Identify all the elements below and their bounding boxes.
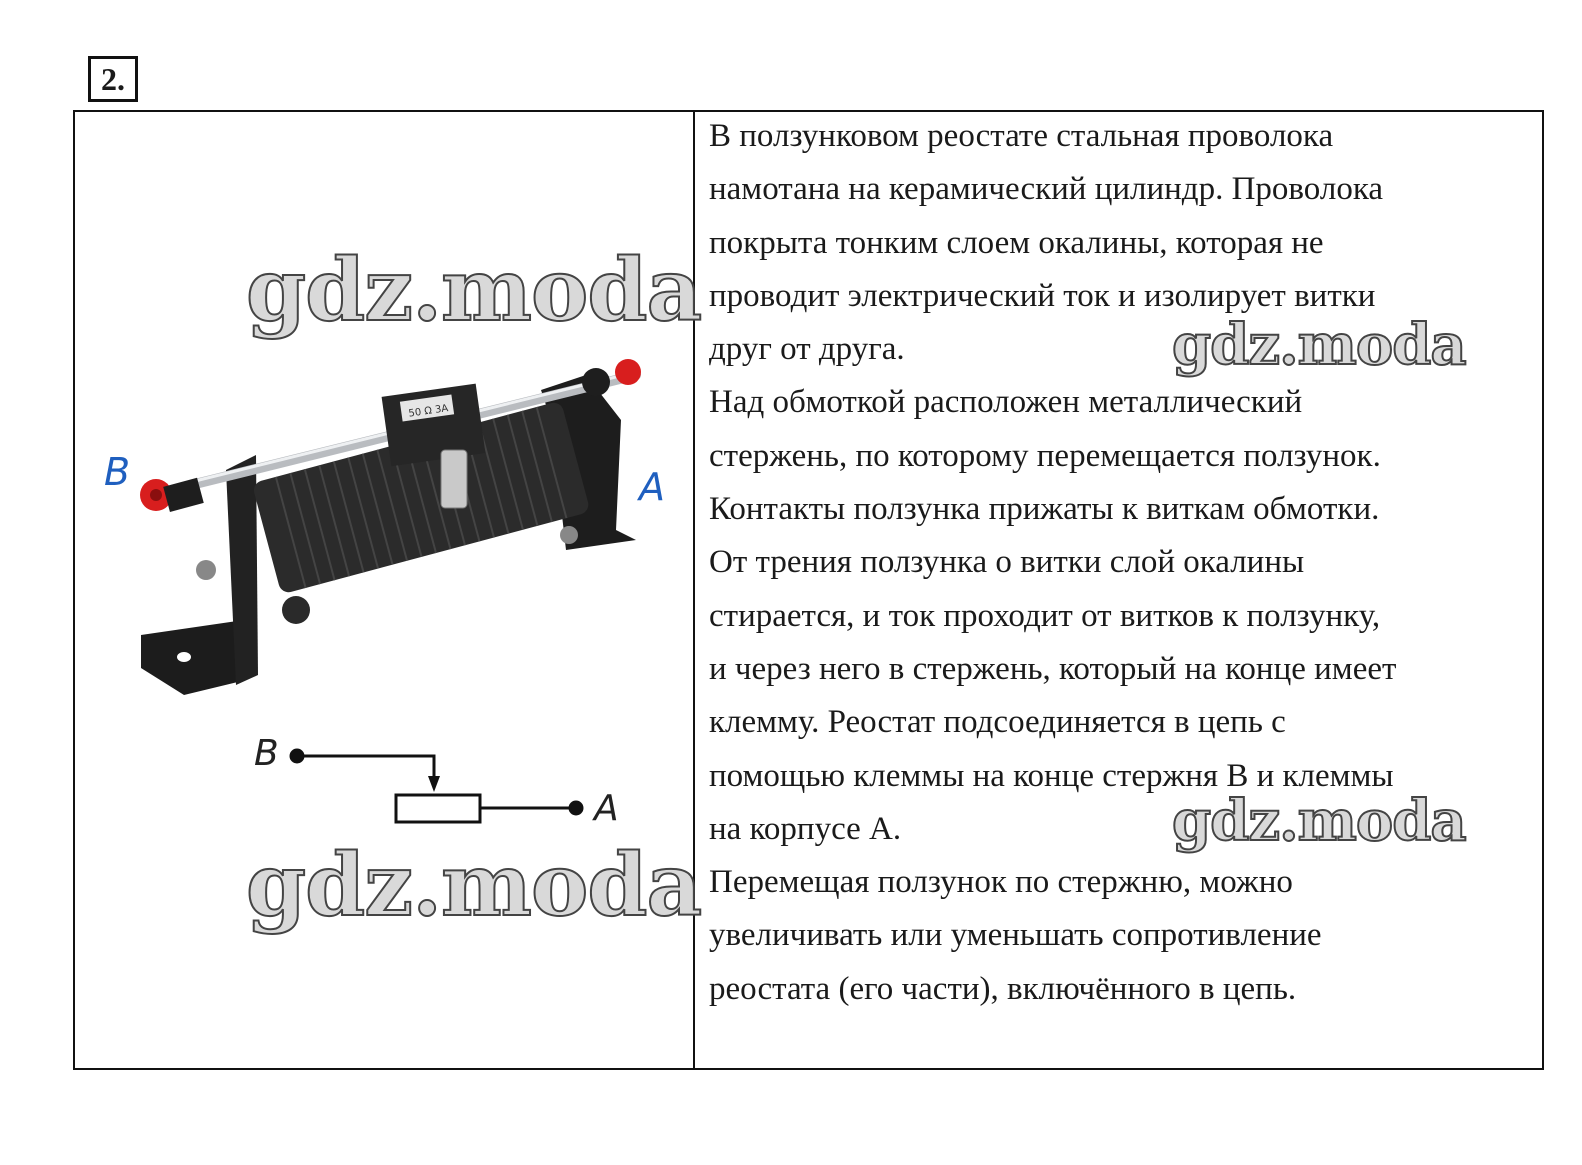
watermark: gdz.moda bbox=[1172, 312, 1466, 378]
terminal-top-red bbox=[615, 359, 641, 385]
text-line: От трения ползунка о витки слой окалины bbox=[709, 544, 1305, 581]
text-line: Перемещая ползунок по стержню, можно bbox=[709, 864, 1293, 901]
watermark: gdz.moda bbox=[1172, 788, 1466, 854]
watermark: gdz.moda bbox=[246, 240, 702, 341]
schematic-node-a bbox=[570, 802, 582, 814]
schematic-wire-b bbox=[297, 756, 434, 780]
terminal-a-knob bbox=[282, 596, 310, 624]
text-line: клемму. Реостат подсоединяется в цепь с bbox=[709, 704, 1286, 741]
text-line: намотана на керамический цилиндр. Проволока bbox=[709, 171, 1384, 208]
text-line: Над обмоткой расположен металлический bbox=[709, 384, 1303, 421]
text-line: реостата (его части), включённого в цепь. bbox=[709, 970, 1297, 1007]
photo-label-b: B bbox=[104, 450, 131, 494]
rheostat-schematic bbox=[291, 750, 582, 822]
text-line: увеличивать или уменьшать сопротивление bbox=[709, 917, 1322, 954]
watermark: gdz.moda bbox=[246, 835, 702, 936]
left-base-plate bbox=[141, 620, 246, 695]
schematic-resistor bbox=[396, 795, 480, 822]
slider bbox=[382, 384, 486, 467]
schematic-label-b: B bbox=[254, 733, 279, 774]
photo-label-a: A bbox=[639, 465, 665, 509]
base-hole bbox=[177, 652, 191, 662]
explanation-text bbox=[709, 110, 1539, 1016]
text-line: проводит электрический ток и изолирует витки bbox=[709, 277, 1376, 314]
terminal-b-body bbox=[163, 478, 204, 512]
svg-text:50 Ω 3A: 50 Ω 3A bbox=[407, 403, 449, 420]
text-line: стирается, и ток проходит от витков к ползунку, bbox=[709, 597, 1381, 634]
schematic-arrow bbox=[428, 776, 440, 792]
text-line: помощью клеммы на конце стержня В и клеммы bbox=[709, 757, 1394, 794]
text-line: покрыта тонким слоем окалины, которая не bbox=[709, 224, 1324, 261]
schematic-label-a: A bbox=[594, 788, 619, 829]
task-number: 2. bbox=[88, 56, 138, 102]
slider-contact bbox=[441, 450, 467, 508]
text-line: Контакты ползунка прижаты к виткам обмотки. bbox=[709, 491, 1380, 528]
text-line: на корпусе А. bbox=[709, 810, 902, 847]
text-line: друг от друга. bbox=[709, 331, 905, 368]
screw bbox=[196, 560, 216, 580]
text-line: и через него в стержень, который на конце имеет bbox=[709, 650, 1397, 687]
text-line: В ползунковом реостате стальная проволока bbox=[709, 118, 1334, 154]
text-line: стержень, по которому перемещается ползунок. bbox=[709, 437, 1381, 474]
